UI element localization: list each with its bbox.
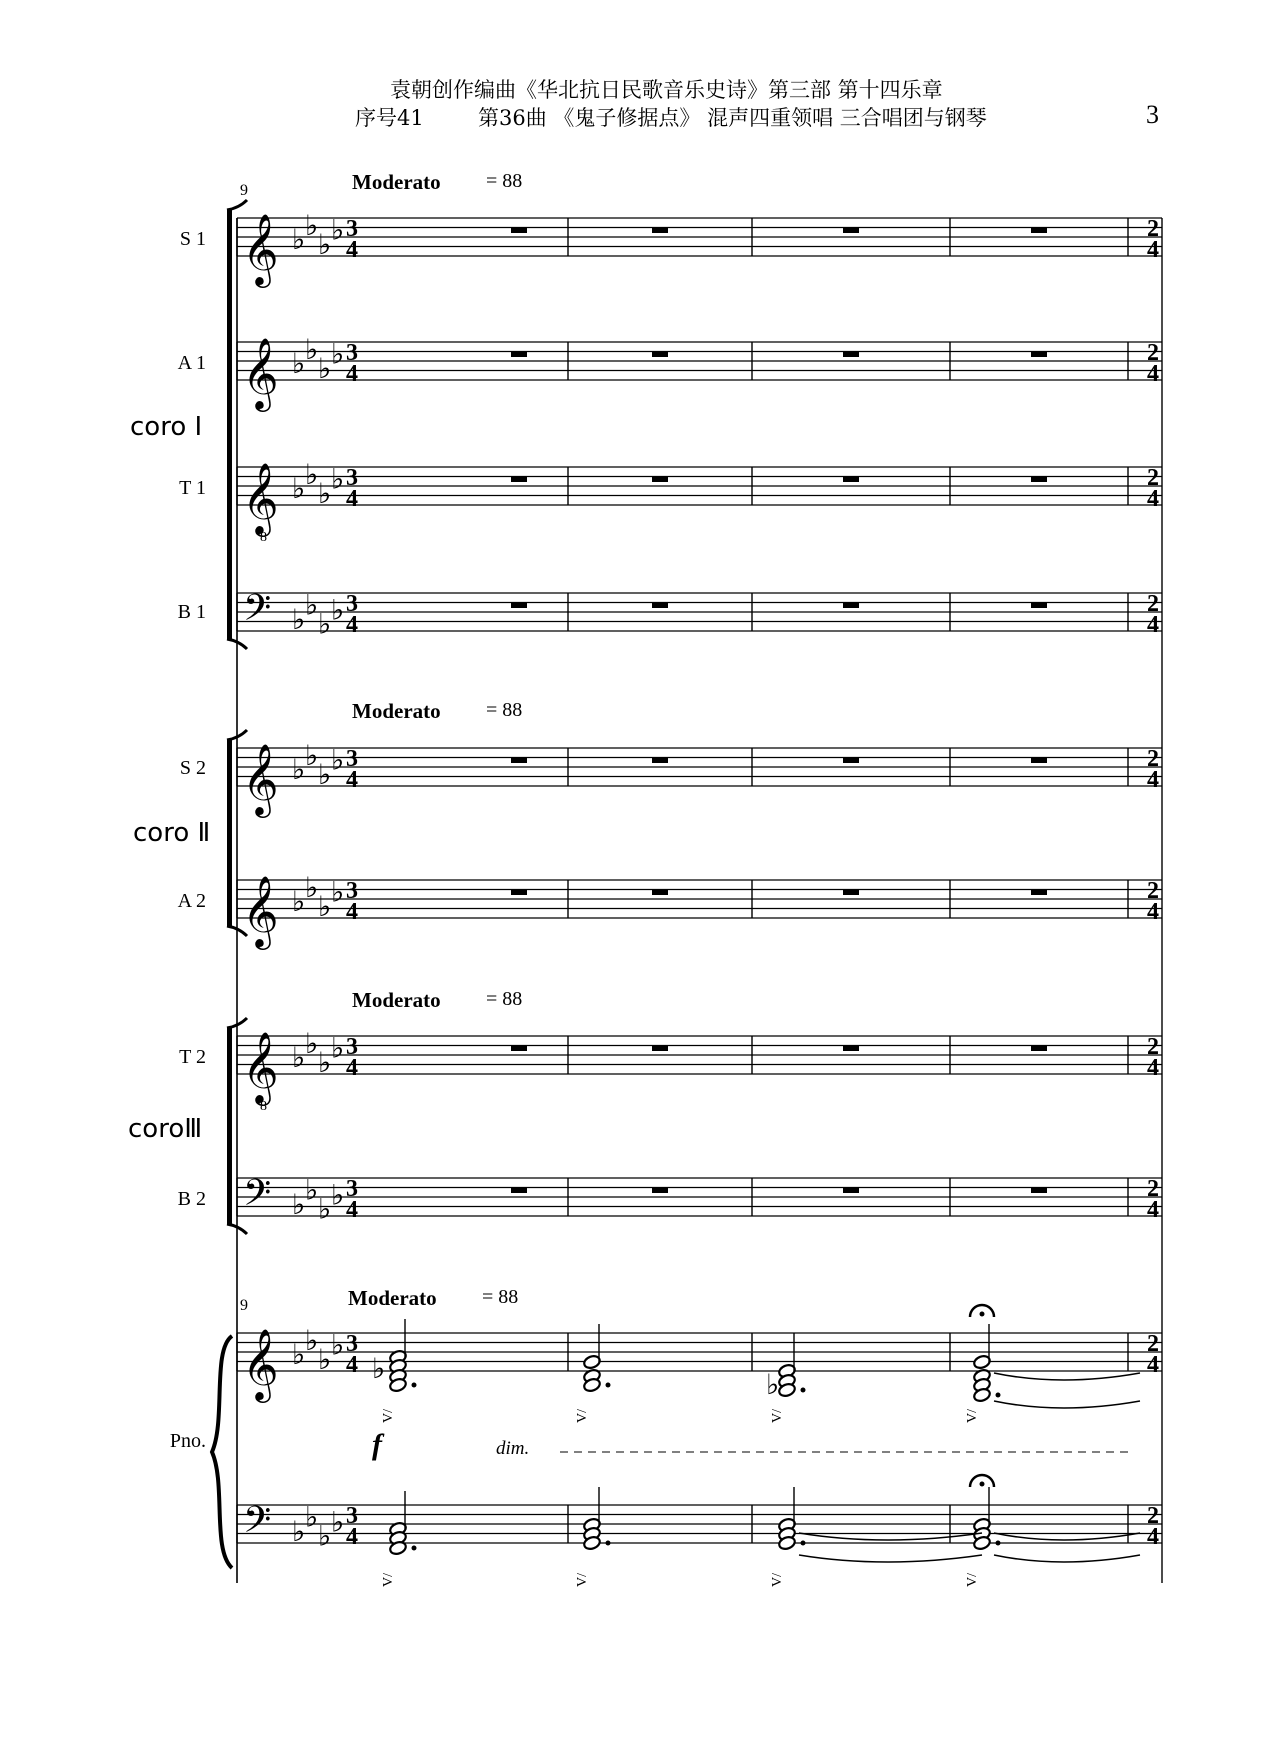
fermata-dot (980, 1482, 985, 1487)
arpeggio-mark: V/ (381, 1409, 396, 1423)
flat-sign: ♭ (318, 889, 332, 923)
time-sig-den-end: 4 (1147, 767, 1159, 793)
arpeggio-mark: V/ (770, 1409, 785, 1423)
tempo-marking: Moderato (352, 170, 441, 194)
flat-sign: ♭ (331, 743, 345, 777)
flat-sign: ♭ (305, 870, 319, 904)
time-sig-num-end: 2 (1147, 1331, 1159, 1357)
whole-rest (1031, 228, 1047, 234)
part-label-s2: S 2 (179, 757, 206, 779)
flat-sign: ♭ (305, 208, 319, 242)
piece-number: 序号41 (355, 106, 424, 130)
whole-rest (843, 1188, 859, 1194)
flat-sign: ♭ (372, 1352, 386, 1385)
whole-rest (511, 228, 527, 234)
flat-sign: ♭ (318, 757, 332, 791)
time-sig-num: 3 (346, 216, 358, 242)
tie (994, 1555, 1140, 1562)
flat-sign: ♭ (318, 227, 332, 261)
time-sig-den-end: 4 (1147, 486, 1159, 512)
whole-rest (1031, 758, 1047, 764)
whole-rest (843, 603, 859, 609)
treble-clef: 𝄞 (242, 336, 279, 409)
time-sig-den-end: 4 (1147, 1352, 1159, 1378)
flat-sign: ♭ (318, 607, 332, 641)
augmentation-dot (801, 1388, 806, 1393)
time-sig-den: 4 (346, 361, 358, 387)
tempo-marking: Moderato (348, 1286, 437, 1310)
time-sig-num-end: 2 (1147, 465, 1159, 491)
choir-bracket (227, 740, 232, 926)
tie (799, 1555, 982, 1562)
time-sig-den-end: 4 (1147, 612, 1159, 638)
time-sig-den: 4 (346, 612, 358, 638)
whole-rest (652, 352, 668, 358)
whole-rest (843, 477, 859, 483)
part-label-a1: A 1 (177, 352, 206, 374)
flat-sign: ♭ (318, 351, 332, 385)
whole-rest (511, 477, 527, 483)
choir-label-3: coroⅢ (128, 1114, 203, 1144)
whole-rest (652, 758, 668, 764)
part-label-t1: T 1 (179, 477, 206, 499)
time-sig-num-end: 2 (1147, 1176, 1159, 1202)
tempo-marking: Moderato (352, 699, 441, 723)
time-sig-den: 4 (346, 1197, 358, 1223)
whole-rest (511, 603, 527, 609)
flat-sign: ♭ (318, 1045, 332, 1079)
time-sig-num: 3 (346, 591, 358, 617)
whole-rest (1031, 1188, 1047, 1194)
whole-rest (843, 352, 859, 358)
augmentation-dot (801, 1541, 806, 1546)
treble-clef: 𝄞 (242, 1030, 279, 1103)
flat-sign: ♭ (331, 213, 345, 247)
time-sig-den: 4 (346, 1055, 358, 1081)
augmentation-dot (606, 1541, 611, 1546)
treble-clef: 𝄞 (242, 742, 279, 815)
octave-marker: 8 (260, 1099, 267, 1114)
flat-sign: ♭ (766, 1368, 780, 1401)
flat-sign: ♭ (292, 1514, 306, 1548)
flat-sign: ♭ (331, 1505, 345, 1539)
choir-label-1: coro Ⅰ (130, 412, 203, 442)
whole-rest (843, 758, 859, 764)
measure-number-piano: 9 (240, 1297, 248, 1314)
staff (237, 1027, 1162, 1114)
time-sig-num: 3 (346, 1503, 358, 1529)
octave-marker: 8 (260, 530, 267, 545)
whole-rest (652, 603, 668, 609)
time-sig-num-end: 2 (1147, 746, 1159, 772)
time-sig-den-end: 4 (1147, 1524, 1159, 1550)
treble-clef: 𝄞 (242, 1327, 279, 1400)
time-sig-num: 3 (346, 1331, 358, 1357)
whole-rest (511, 352, 527, 358)
whole-rest (843, 890, 859, 896)
time-sig-num: 3 (346, 746, 358, 772)
time-sig-den-end: 4 (1147, 1055, 1159, 1081)
flat-sign: ♭ (305, 588, 319, 622)
whole-rest (511, 890, 527, 896)
staves (237, 209, 1162, 1553)
choir-bracket (227, 1028, 232, 1224)
flat-sign: ♭ (292, 1338, 306, 1371)
staff (237, 458, 1162, 545)
treble-clef: 𝄞 (242, 874, 279, 947)
flat-sign: ♭ (331, 1328, 345, 1362)
tie (994, 1373, 1140, 1380)
tempo-marking: Moderato (352, 988, 441, 1012)
whole-rest (652, 890, 668, 896)
staff (237, 587, 1162, 641)
augmentation-dot (996, 1393, 1001, 1398)
flat-sign: ♭ (305, 1323, 319, 1357)
flat-sign: ♭ (292, 347, 306, 380)
time-sig-den-end: 4 (1147, 899, 1159, 925)
treble-clef: 𝄞 (242, 212, 279, 285)
time-sig-den: 4 (346, 486, 358, 512)
metronome-mark: = 88 (482, 1286, 519, 1308)
time-sig-den: 4 (346, 1524, 358, 1550)
flat-sign: ♭ (292, 1041, 306, 1074)
flat-sign: ♭ (318, 1342, 332, 1376)
part-label-b1: B 1 (177, 601, 206, 623)
dynamic-forte: f (372, 1428, 382, 1461)
whole-rest (652, 477, 668, 483)
part-label-piano: Pno. (169, 1430, 206, 1452)
bass-clef: 𝄢 (243, 587, 272, 638)
augmentation-dot (996, 1541, 1001, 1546)
flat-sign: ♭ (292, 602, 306, 636)
flat-sign: ♭ (331, 337, 345, 371)
work-title: 袁朝创作编曲《华北抗日民歌音乐史诗》第三部 第十四乐章 (390, 78, 943, 102)
metronome-mark: = 88 (486, 988, 523, 1010)
staff (237, 1499, 1162, 1553)
piece-title: 第36曲 《鬼子修据点》 混声四重领唱 三合唱团与钢琴 (478, 106, 987, 130)
time-sig-num-end: 2 (1147, 591, 1159, 617)
metronome-mark: = 88 (486, 170, 523, 192)
part-label-t2: T 2 (179, 1046, 206, 1068)
time-sig-num: 3 (346, 465, 358, 491)
flat-sign: ♭ (305, 1500, 319, 1534)
flat-sign: ♭ (305, 738, 319, 772)
time-sig-num-end: 2 (1147, 1503, 1159, 1529)
time-sig-num-end: 2 (1147, 216, 1159, 242)
time-sig-den: 4 (346, 899, 358, 925)
bass-clef: 𝄢 (243, 1499, 272, 1550)
time-sig-den-end: 4 (1147, 361, 1159, 387)
time-sig-num: 3 (346, 878, 358, 904)
time-sig-num: 3 (346, 340, 358, 366)
flat-sign: ♭ (331, 1178, 345, 1212)
whole-rest (652, 228, 668, 234)
diminuendo-text: dim. (496, 1438, 530, 1459)
arpeggio-mark: V/ (965, 1409, 980, 1423)
time-sig-den: 4 (346, 237, 358, 263)
whole-rest (511, 758, 527, 764)
whole-rest (1031, 477, 1047, 483)
choir-label-2: coro Ⅱ (133, 818, 211, 848)
time-sig-den: 4 (346, 1352, 358, 1378)
metronome-mark: = 88 (486, 699, 523, 721)
tie (994, 1401, 1140, 1408)
bass-clef: 𝄢 (243, 1172, 272, 1223)
arpeggio-mark: V/ (770, 1573, 785, 1587)
staff (237, 1172, 1162, 1226)
time-sig-num-end: 2 (1147, 878, 1159, 904)
arpeggio-mark: V/ (381, 1573, 396, 1587)
measure-number: 9 (240, 182, 248, 199)
whole-rest (511, 1188, 527, 1194)
part-label-a2: A 2 (177, 890, 206, 912)
bracket-hook (227, 200, 247, 210)
flat-sign: ♭ (305, 457, 319, 491)
flat-sign: ♭ (305, 1026, 319, 1060)
part-label-s1: S 1 (179, 228, 206, 250)
time-sig-num-end: 2 (1147, 340, 1159, 366)
arpeggio-mark: V/ (575, 1409, 590, 1423)
whole-rest (843, 1046, 859, 1052)
fermata-dot (980, 1312, 985, 1317)
flat-sign: ♭ (305, 1173, 319, 1207)
flat-sign: ♭ (292, 1187, 306, 1221)
time-sig-num: 3 (346, 1176, 358, 1202)
whole-rest (1031, 1046, 1047, 1052)
whole-rest (1031, 603, 1047, 609)
flat-sign: ♭ (331, 875, 345, 909)
whole-rest (1031, 890, 1047, 896)
staff (237, 871, 1162, 950)
staff (237, 209, 1162, 288)
treble-clef: 𝄞 (242, 461, 279, 534)
arpeggio-mark: V/ (575, 1573, 590, 1587)
flat-sign: ♭ (331, 462, 345, 496)
flat-sign: ♭ (305, 332, 319, 366)
flat-sign: ♭ (331, 1031, 345, 1065)
flat-sign: ♭ (318, 1519, 332, 1553)
staff (237, 333, 1162, 412)
flat-sign: ♭ (292, 885, 306, 918)
whole-rest (652, 1188, 668, 1194)
time-sig-den: 4 (346, 767, 358, 793)
whole-rest (511, 1046, 527, 1052)
time-sig-den-end: 4 (1147, 237, 1159, 263)
page-number: 3 (1146, 100, 1159, 129)
time-sig-den-end: 4 (1147, 1197, 1159, 1223)
flat-sign: ♭ (318, 476, 332, 510)
flat-sign: ♭ (318, 1192, 332, 1226)
flat-sign: ♭ (331, 593, 345, 627)
augmentation-dot (412, 1383, 417, 1388)
whole-rest (652, 1046, 668, 1052)
whole-rest (1031, 352, 1047, 358)
flat-sign: ♭ (292, 753, 306, 786)
piano-brace (212, 1336, 232, 1568)
whole-rest (843, 228, 859, 234)
augmentation-dot (606, 1383, 611, 1388)
choir-bracket (227, 210, 232, 639)
flat-sign: ♭ (292, 472, 306, 505)
arpeggio-mark: V/ (965, 1573, 980, 1587)
time-sig-num: 3 (346, 1034, 358, 1060)
notes (372, 1305, 1140, 1587)
augmentation-dot (412, 1546, 417, 1551)
part-label-b2: B 2 (177, 1188, 206, 1210)
staff (237, 739, 1162, 818)
flat-sign: ♭ (292, 223, 306, 256)
time-sig-num-end: 2 (1147, 1034, 1159, 1060)
